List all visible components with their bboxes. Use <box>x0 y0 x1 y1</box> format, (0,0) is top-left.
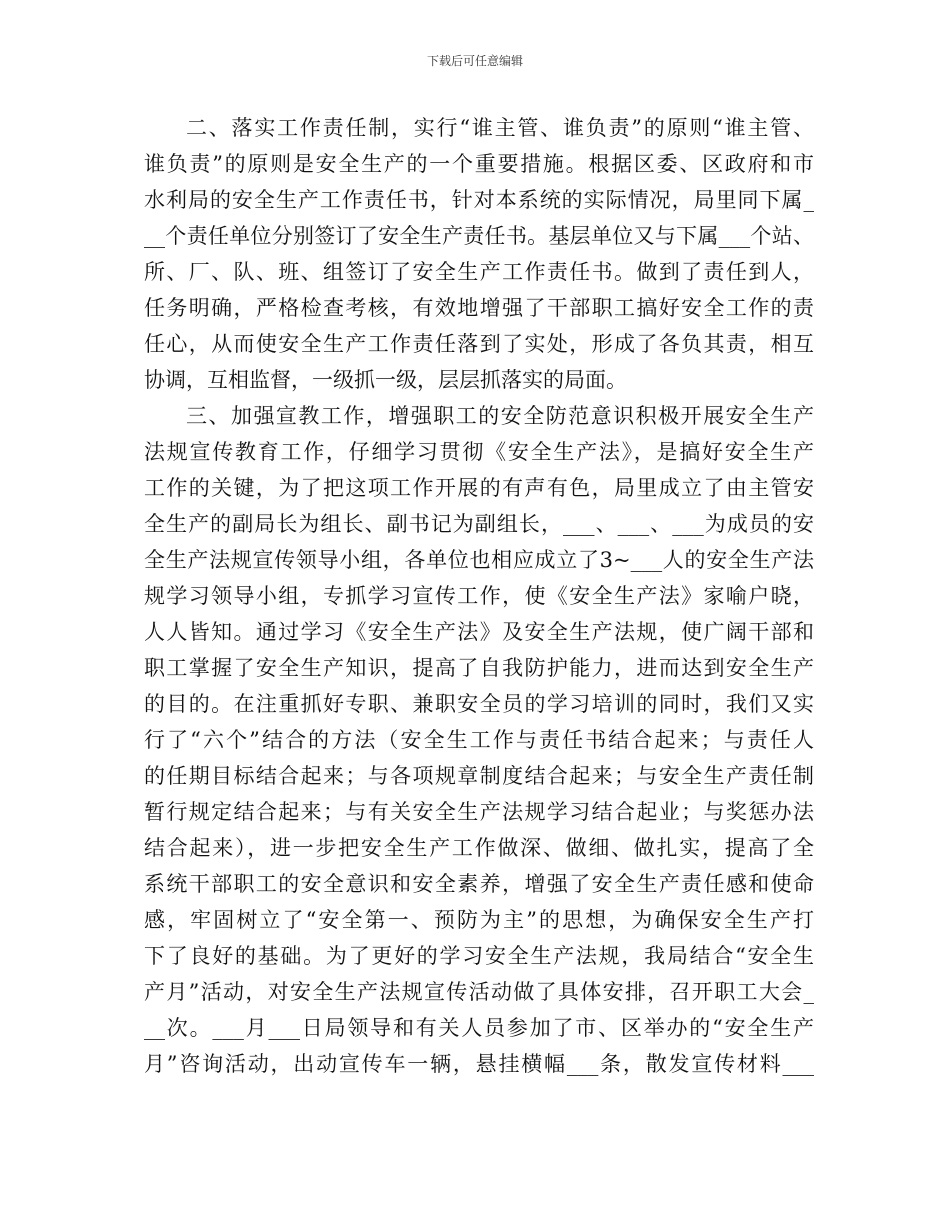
paragraph-line: 谁负责”的原则是安全生产的一个重要措施。根据区委、区政府和市 <box>144 152 814 176</box>
paragraph-line: 产月”活动，对安全生产法规宣传活动做了具体安排，召开职工大会_ <box>144 980 814 1004</box>
paragraph-line: 水利局的安全生产工作责任书，针对本系统的实际情况，局里同下属_ <box>144 188 814 212</box>
body-text <box>144 110 814 1082</box>
paragraph-line: 工作的关键，为了把这项工作开展的有声有色，局里成立了由主管安 <box>144 476 814 500</box>
paragraph-line: 的目的。在注重抓好专职、兼职安全员的学习培训的同时，我们又实 <box>144 692 814 716</box>
paragraph-line: 职工掌握了安全生产知识，提高了自我防护能力，进而达到安全生产 <box>144 656 814 680</box>
paragraph-line: 二、落实工作责任制，实行“谁主管、谁负责”的原则“谁主管、 <box>186 116 814 140</box>
paragraph-line: 协调，互相监督，一级抓一级，层层抓落实的局面。 <box>144 368 627 392</box>
paragraph-line: 感，牢固树立了“安全第一、预防为主”的思想，为确保安全生产打 <box>144 908 814 932</box>
paragraph-line: __个责任单位分别签订了安全生产责任书。基层单位又与下属___个站、 <box>144 224 814 248</box>
paragraph-line: 任心，从而使安全生产工作责任落到了实处，形成了各负其责，相互 <box>144 332 814 356</box>
paragraph-line: 下了良好的基础。为了更好的学习安全生产法规，我局结合“安全生 <box>144 944 814 968</box>
paragraph-line: 任务明确，严格检查考核，有效地增强了干部职工搞好安全工作的责 <box>144 296 814 320</box>
paragraph-line: __次。___月___日局领导和有关人员参加了市、区举办的“安全生产 <box>144 1016 814 1040</box>
page-header: 下载后可任意编辑 <box>426 54 523 68</box>
paragraph-line: 暂行规定结合起来；与有关安全生产法规学习结合起业；与奖惩办法 <box>144 800 814 824</box>
paragraph-line: 三、加强宣教工作，增强职工的安全防范意识积极开展安全生产 <box>186 404 814 428</box>
paragraph-line: 结合起来），进一步把安全生产工作做深、做细、做扎实，提高了全 <box>144 836 814 860</box>
paragraph-line: 法规宣传教育工作，仔细学习贯彻《安全生产法》，是搞好安全生产 <box>144 440 814 464</box>
paragraph-line: 全生产的副局长为组长、副书记为副组长，___、___、___为成员的安 <box>144 512 814 536</box>
paragraph-line: 的任期目标结合起来；与各项规章制度结合起来；与安全生产责任制 <box>144 764 814 788</box>
paragraph-line: 人人皆知。通过学习《安全生产法》及安全生产法规，使广阔干部和 <box>144 620 814 644</box>
paragraph-line: 月”咨询活动，出动宣传车一辆，悬挂横幅___条，散发宣传材料___ <box>144 1052 814 1076</box>
paragraph-line: 所、厂、队、班、组签订了安全生产工作责任书。做到了责任到人， <box>144 260 814 284</box>
paragraph-line: 行了“六个”结合的方法（安全生工作与责任书结合起来；与责任人 <box>144 728 814 752</box>
paragraph-line: 规学习领导小组，专抓学习宣传工作，使《安全生产法》家喻户晓， <box>144 584 814 608</box>
paragraph-line: 系统干部职工的安全意识和安全素养，增强了安全生产责任感和使命 <box>144 872 814 896</box>
paragraph-line: 全生产法规宣传领导小组，各单位也相应成立了3~___人的安全生产法 <box>144 548 814 572</box>
